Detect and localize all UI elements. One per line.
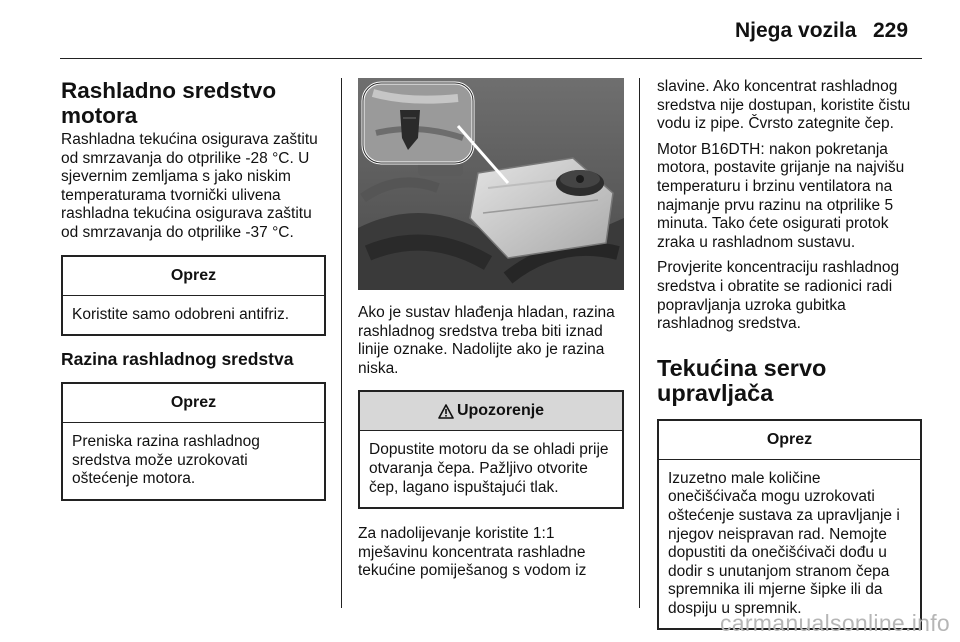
caution-heading: Oprez (63, 257, 324, 296)
column-3 (657, 78, 922, 630)
warning-text: Dopustite motoru da se ohladi prije otvaranja čepa. Pažljivo otvorite čep, lagano ispuštajući tlak. (369, 441, 609, 496)
column-divider-1 (341, 78, 342, 608)
caution-heading: Oprez (659, 421, 920, 460)
caution-box-antifreeze (61, 255, 326, 337)
refill-continued-paragraph: slavine. Ako koncentrat rashladnog sredstva nije dostupan, koristite čistu vodu iz pipe. Čvrsto zategnite čep. (657, 78, 911, 133)
page-number: 229 (873, 19, 909, 42)
warning-box-hot-cap (358, 390, 624, 509)
column-2 (358, 78, 624, 581)
subsection-title-coolant-level: Razina rashladnog sredstva (61, 349, 294, 370)
coolant-level-paragraph: Ako je sustav hlađenja hladan, razina rashladnog sredstva treba biti iznad linije oznake. Nadolijte ako je razina niska. (358, 304, 615, 377)
b16dth-engine-paragraph: Motor B16DTH: nakon pokretanja motora, postavite grijanje na najvišu temperaturu i brzinu ventilatora na najmanje prvu razinu na otprilike 5 minuta. Tako ćete osigurati protok zraka u rashladnom sustavu. (657, 140, 905, 251)
section-title-coolant: Rashladno sredstvo motora (61, 78, 277, 128)
refill-mixture-paragraph: Za nadolijevanje koristite 1:1 mješavinu koncentrata rashladne tekućine pomiješanog s vodom iz (358, 525, 587, 580)
running-header-title: Njega vozila (735, 19, 857, 42)
coolant-intro-paragraph: Rashladna tekućina osigurava zaštitu od smrzavanja do otprilike -28 °C. U sjevernim zemljama s jako niskim temperaturama tvornički ulivena rashladna tekućina osigurava zaštitu od smrzavanja do otprilike -37 °C. (61, 131, 318, 241)
warning-heading (360, 392, 622, 431)
section-title-power-steering: Tekućina servo upravljača (657, 354, 827, 406)
column-1 (61, 78, 326, 501)
warning-triangle-icon (438, 404, 454, 419)
engine-coolant-reservoir-image (358, 78, 624, 290)
watermark: carmanualsonline.info (719, 610, 950, 636)
warning-title: Upozorenje (456, 402, 545, 420)
caution-text: Izuzetno male količine onečišćivača mogu uzrokovati oštećenje sustava za upravljanje i njegov neispravan rad. Nemojte dopustiti da onečišćivači dođu u dodir s unutanjom stranom čepa spremnika ili mjerne šipke ili da dospiju u spremnik. (668, 469, 900, 617)
check-concentration-paragraph: Provjerite koncentraciju rashladnog sredstva i obratite se radionici radi popravljanja uzroka gubitka rashladnog sredstva. (657, 259, 900, 333)
caution-text: Koristite samo odobreni antifriz. (72, 305, 290, 323)
caution-box-low-level (61, 382, 326, 501)
caution-heading: Oprez (63, 384, 324, 423)
column-divider-2 (639, 78, 640, 608)
caution-text: Preniska razina rashladnog sredstva može uzrokovati oštećenje motora. (72, 433, 260, 488)
caution-box-contaminants (657, 419, 922, 631)
header-rule (60, 58, 922, 59)
